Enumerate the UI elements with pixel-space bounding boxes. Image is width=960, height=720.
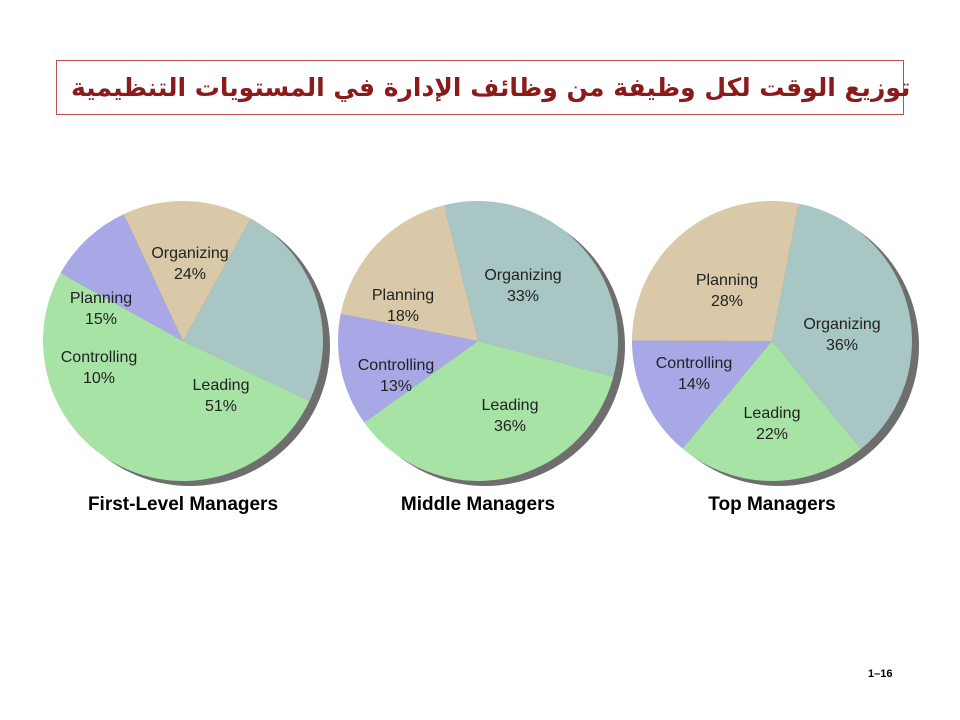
slice-value-leading: 51% [204,398,238,415]
pie-caption: Middle Managers [400,494,556,515]
slice-label-planning: Planning [69,290,133,307]
slice-value-controlling: 14% [677,376,711,393]
slice-label-planning: Planning [695,272,759,289]
pie-caption: First-Level Managers [87,494,279,515]
slice-value-planning: 15% [84,311,118,328]
slice-label-controlling: Controlling [357,357,435,374]
slice-label-planning: Planning [371,287,435,304]
pie-caption: Top Managers [708,494,836,515]
slice-label-leading: Leading [743,405,801,422]
slice-label-organizing: Organizing [803,316,881,333]
slice-label-leading: Leading [192,377,250,394]
slice-value-planning: 28% [710,293,744,310]
pie-slice-planning [632,201,799,341]
slice-value-controlling: 13% [379,378,413,395]
pie-chart-3 [632,201,919,515]
slice-value-planning: 18% [386,308,420,325]
page-number: 1–16 [868,668,893,680]
slice-label-controlling: Controlling [60,349,138,366]
slice-value-controlling: 10% [82,370,116,387]
slice-label-controlling: Controlling [655,355,733,372]
slice-value-organizing: 36% [825,337,859,354]
slice-label-organizing: Organizing [151,245,229,262]
page-title: توزيع الوقت لكل وظيفة من وظائف الإدارة في المستويات التنظيمية [71,73,911,102]
pie-chart-1 [43,201,330,515]
slice-label-organizing: Organizing [484,267,562,284]
slice-value-organizing: 24% [173,266,207,283]
slice-value-leading: 22% [755,426,789,443]
pie-chart-2 [338,201,625,515]
slice-value-leading: 36% [493,418,527,435]
slice-value-organizing: 33% [506,288,540,305]
slice-label-leading: Leading [481,397,539,414]
